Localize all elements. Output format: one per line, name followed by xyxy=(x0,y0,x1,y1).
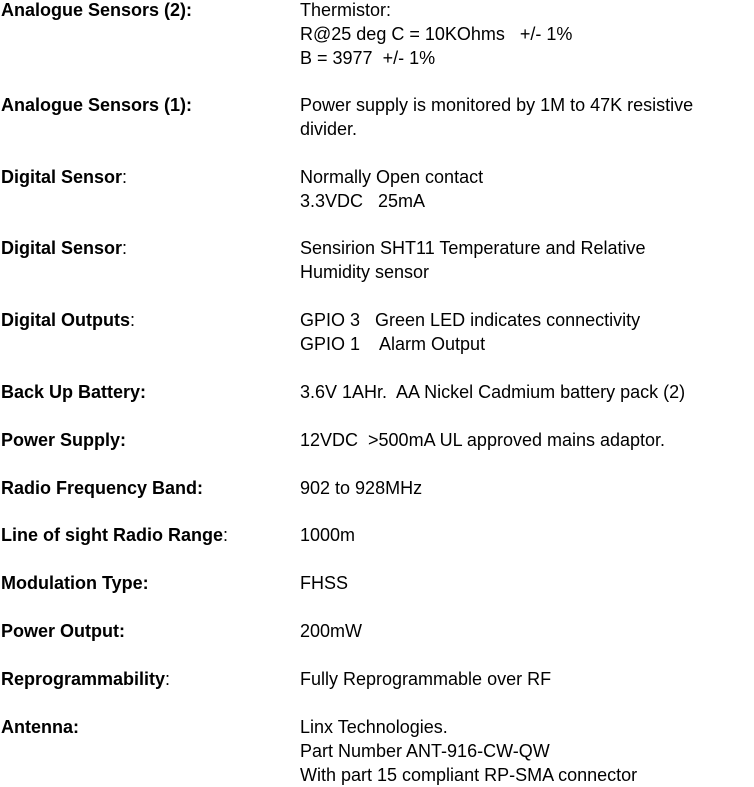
spec-value-line: 3.6V 1AHr. AA Nickel Cadmium battery pack (2) xyxy=(300,382,686,402)
spec-value-line: divider. xyxy=(300,119,358,139)
spec-value-line: Thermistor: xyxy=(300,0,392,20)
spec-value xyxy=(300,619,754,643)
spec-label: Antenna: xyxy=(1,717,79,737)
spec-label: Line of sight Radio Range: xyxy=(1,525,229,545)
spec-value-line: GPIO 3 Green LED indicates connectivity xyxy=(300,310,641,330)
spec-value-line: FHSS xyxy=(300,573,349,593)
spec-label: Power Output: xyxy=(1,621,125,641)
spec-value-line: Part Number ANT-916-CW-QW xyxy=(300,741,550,761)
spec-label: Radio Frequency Band: xyxy=(1,478,204,498)
spec-label: Digital Sensor: xyxy=(1,238,128,258)
spec-label: Power Supply: xyxy=(1,430,127,450)
spec-value-line: Normally Open contact xyxy=(300,167,484,187)
spec-value xyxy=(300,165,754,213)
spec-value-line: Sensirion SHT11 Temperature and Relative xyxy=(300,238,646,258)
spec-value-line: R@25 deg C = 10KOhms +/- 1% xyxy=(300,24,573,44)
spec-value xyxy=(300,523,754,547)
spec-value-line: GPIO 1 Alarm Output xyxy=(300,334,486,354)
spec-label: Analogue Sensors (2): xyxy=(1,0,193,20)
spec-value-line: Linx Technologies. xyxy=(300,717,448,737)
spec-value-line: B = 3977 +/- 1% xyxy=(300,48,436,68)
spec-value xyxy=(300,93,754,141)
spec-value-line: 12VDC >500mA UL approved mains adaptor. xyxy=(300,430,666,450)
spec-value-line: 1000m xyxy=(300,525,356,545)
spec-value xyxy=(300,476,754,500)
spec-value xyxy=(300,571,754,595)
spec-label: Digital Sensor: xyxy=(1,167,128,187)
spec-value xyxy=(300,428,754,452)
spec-value xyxy=(300,667,754,691)
spec-value xyxy=(300,0,754,70)
spec-value-line: 3.3VDC 25mA xyxy=(300,191,426,211)
spec-value-line: 902 to 928MHz xyxy=(300,478,423,498)
spec-value xyxy=(300,308,754,356)
spec-value xyxy=(300,236,754,284)
spec-value xyxy=(300,715,754,787)
spec-label: Back Up Battery: xyxy=(1,382,147,402)
spec-label: Modulation Type: xyxy=(1,573,149,593)
spec-value-line: Fully Reprogrammable over RF xyxy=(300,669,552,689)
spec-label: Digital Outputs: xyxy=(1,310,136,330)
spec-value-line: 200mW xyxy=(300,621,363,641)
spec-label: Reprogrammability: xyxy=(1,669,171,689)
spec-value-line: Power supply is monitored by 1M to 47K resistive xyxy=(300,95,694,115)
spec-value-line: With part 15 compliant RP-SMA connector xyxy=(300,765,638,785)
spec-value-line: Humidity sensor xyxy=(300,262,430,282)
spec-label: Analogue Sensors (1): xyxy=(1,95,193,115)
spec-value xyxy=(300,380,754,404)
